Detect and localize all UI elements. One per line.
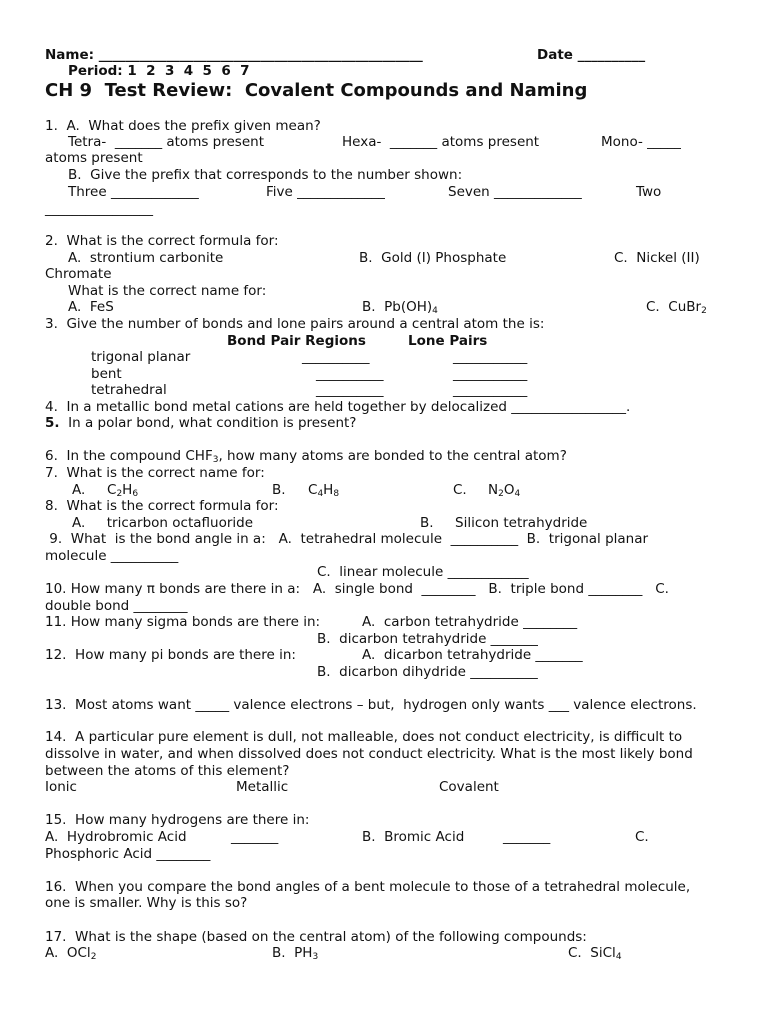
q17-prompt: 17. What is the shape (based on the central atom) of the following compounds:: [45, 929, 587, 945]
q10-line2: double bond ________: [45, 598, 188, 614]
q13-text: 13. Most atoms want _____ valence electrons – but, hydrogen only wants ___ valence electrons.: [45, 697, 697, 713]
q4-text: 4. In a metallic bond metal cations are held together by delocalized _________________.: [45, 399, 631, 415]
q7-b-formula: $C_4H_8$: [308, 482, 340, 499]
q15-a-blank: _______: [231, 829, 279, 845]
q14-line2: dissolve in water, and when dissolved does not conduct electricity. What is the most likely bond: [45, 746, 693, 762]
q11-b: B. dicarbon tetrahydride _______: [317, 631, 538, 647]
q3-blank: __________: [316, 382, 384, 398]
q2-c-cont: Chromate: [45, 266, 112, 282]
q7-c-formula: $N_2O_4$: [488, 482, 521, 499]
q14-option-covalent: Covalent: [439, 779, 499, 795]
q3-row-label: bent: [91, 366, 122, 382]
q15-c: C.: [635, 829, 649, 845]
q2-a: A. strontium carbonite: [68, 250, 224, 266]
q17-c: C. SiCl$_4$: [568, 945, 622, 962]
q3-blank: __________: [316, 366, 384, 382]
q2-name-b: B. $Pb(OH)_4$: [362, 299, 438, 316]
q7-c-label: C.: [453, 482, 467, 498]
q9-line3: C. linear molecule ____________: [317, 564, 529, 580]
q1-mono-cont: atoms present: [45, 150, 143, 166]
q1-hexa: Hexa- _______ atoms present: [342, 134, 540, 150]
q1-mono: Mono- _____: [601, 134, 681, 150]
q9-line1: 9. What is the bond angle in a: A. tetrahedral molecule __________ B. trigonal planar: [45, 531, 649, 547]
q15-a: A. Hydrobromic Acid: [45, 829, 187, 845]
period-label: Period: 1 2 3 4 5 6 7: [68, 63, 250, 79]
q1-tetra: Tetra- _______ atoms present: [68, 134, 264, 150]
q3-prompt: 3. Give the number of bonds and lone pairs around a central atom the is:: [45, 316, 545, 332]
q12-a: A. dicarbon tetrahydride _______: [362, 647, 583, 663]
q6-text: 6. In the compound $CHF_3$, how many atoms are bonded to the central atom?: [45, 448, 567, 465]
page-title: CH 9 Test Review: Covalent Compounds and Naming: [45, 80, 588, 101]
q3-blank: __________: [302, 349, 370, 365]
q3-col-lone-pairs: Lone Pairs: [408, 333, 488, 349]
q11-a: A. carbon tetrahydride ________: [362, 614, 578, 630]
q14-option-ionic: Ionic: [45, 779, 77, 795]
q2-b: B. Gold (I) Phosphate: [359, 250, 507, 266]
q3-col-bond-pairs: Bond Pair Regions: [227, 333, 366, 349]
q2-name-prompt: What is the correct name for:: [68, 283, 267, 299]
q15-b-blank: _______: [503, 829, 551, 845]
q8-b: B. Silicon tetrahydride: [420, 515, 588, 531]
q7-a-formula: $C_2H_6$: [107, 482, 139, 499]
q2-c: C. Nickel (II): [614, 250, 700, 266]
q17-a: A. OCl$_2$: [45, 945, 97, 962]
q2-prompt: 2. What is the correct formula for:: [45, 233, 279, 249]
q3-blank: ___________: [453, 366, 528, 382]
q7-a-label: A.: [72, 482, 86, 498]
q3-blank: ___________: [453, 382, 528, 398]
name-field-label: Name: ________________________________________________: [45, 47, 423, 63]
q1-two-blank: ________________: [45, 201, 153, 217]
q16-line1: 16. When you compare the bond angles of a bent molecule to those of a tetrahedral molecule,: [45, 879, 691, 895]
q1-five: Five _____________: [266, 184, 385, 200]
q12-prompt: 12. How many pi bonds are there in:: [45, 647, 296, 663]
q3-blank: ___________: [453, 349, 528, 365]
q14-option-metallic: Metallic: [236, 779, 289, 795]
q17-b: B. $PH_3$: [272, 945, 319, 962]
q2-name-c: C. CuBr$_2$: [646, 299, 707, 316]
q7-prompt: 7. What is the correct name for:: [45, 465, 265, 481]
q12-b: B. dicarbon dihydride __________: [317, 664, 538, 680]
q15-b: B. Bromic Acid: [362, 829, 465, 845]
q15-c-cont: Phosphoric Acid ________: [45, 846, 211, 862]
q1-seven: Seven _____________: [448, 184, 582, 200]
q7-b-label: B.: [272, 482, 286, 498]
q1-b-prompt: B. Give the prefix that corresponds to the number shown:: [68, 167, 463, 183]
date-field-label: Date __________: [537, 47, 646, 63]
q2-name-a: A. FeS: [68, 299, 114, 315]
q8-a: A. tricarbon octafluoride: [72, 515, 254, 531]
q9-line2: molecule __________: [45, 548, 179, 564]
q1-prompt: 1. A. What does the prefix given mean?: [45, 118, 321, 134]
q8-prompt: 8. What is the correct formula for:: [45, 498, 279, 514]
q3-row-label: tetrahedral: [91, 382, 167, 398]
q15-prompt: 15. How many hydrogens are there in:: [45, 812, 310, 828]
q3-row-label: trigonal planar: [91, 349, 191, 365]
q10-line1: 10. How many π bonds are there in a: A. single bond ________ B. triple bond ________ C.: [45, 581, 669, 597]
q1-three: Three _____________: [68, 184, 199, 200]
q5-text: 5. In a polar bond, what condition is present?: [45, 415, 357, 431]
q11-prompt: 11. How many sigma bonds are there in:: [45, 614, 321, 630]
q14-line3: between the atoms of this element?: [45, 763, 290, 779]
q14-line1: 14. A particular pure element is dull, not malleable, does not conduct electricity, is difficult to: [45, 729, 683, 745]
q1-two: Two: [636, 184, 662, 200]
q16-line2: one is smaller. Why is this so?: [45, 895, 248, 911]
